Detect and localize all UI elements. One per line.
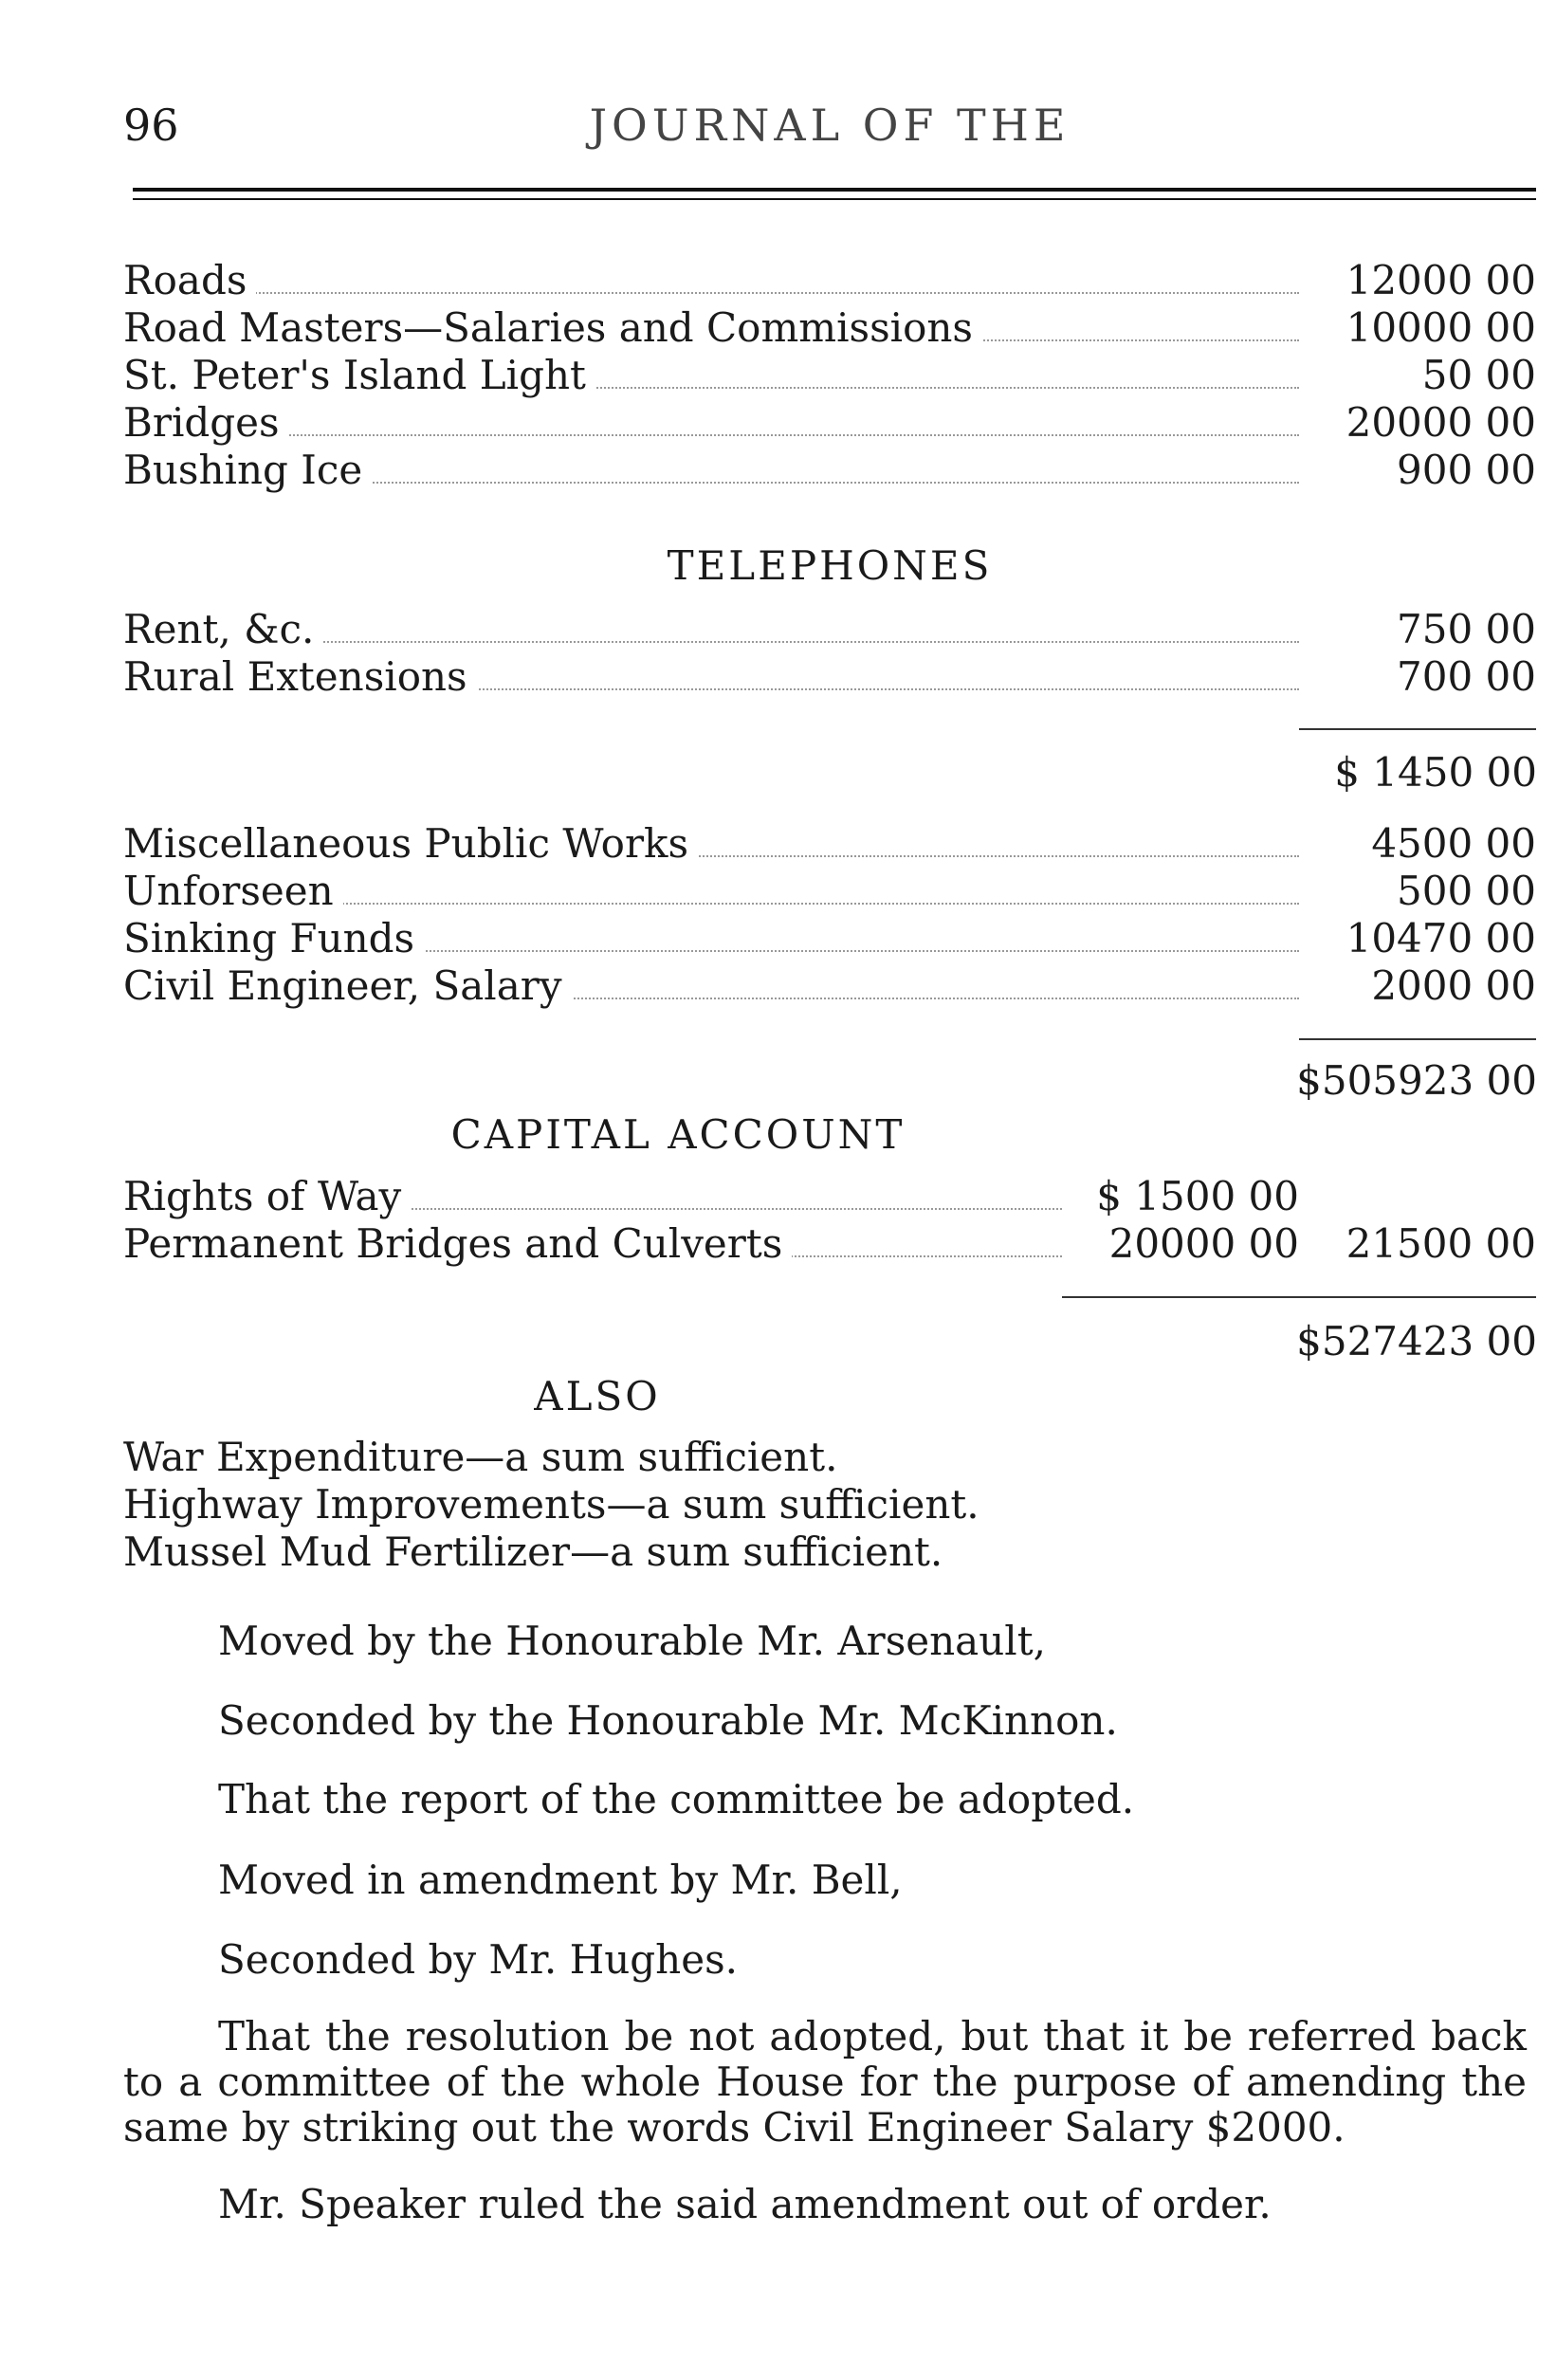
line-item-amount: 500 00 [1391,869,1536,914]
page-number: 96 [123,100,179,151]
line-item-label: Unforseen [123,869,343,914]
page-header [123,90,1536,156]
line-item-label: Rent, &c. [123,607,323,652]
also-line: War Expenditure—a sum sufficient. [123,1434,838,1480]
line-item [123,1174,1536,1219]
motion-line: Moved in amendment by Mr. Bell, [218,1857,903,1903]
line-item [123,607,1536,652]
line-item-label: Permanent Bridges and Culverts [123,1221,792,1267]
also-line: Mussel Mud Fertilizer—a sum sufficient. [123,1529,943,1575]
section-heading-capital: CAPITAL ACCOUNT [450,1111,906,1158]
line-item-amount: 2000 00 [1365,963,1536,1009]
section-heading-telephones: TELEPHONES [667,542,993,589]
header-rule [133,188,1536,192]
misc-total: $505923 00 [1296,1057,1537,1104]
running-title: JOURNAL OF THE [589,100,1071,151]
line-item-amount: 12000 00 [1341,258,1536,303]
section-heading-also: ALSO [534,1373,661,1419]
motion-line: That the report of the committee be adopted. [218,1776,1135,1822]
grand-total: $527423 00 [1296,1318,1537,1364]
line-item-amount: 10000 00 [1341,305,1536,351]
line-item-amount: 20000 00 [1108,1220,1299,1267]
line-item [123,400,1536,446]
sum-rule [1299,728,1536,730]
speaker-ruling: Mr. Speaker ruled the said amendment out of order. [218,2181,1272,2227]
line-item-label: Rights of Way [123,1174,411,1219]
sum-rule [1062,1296,1536,1298]
motion-line: Seconded by Mr. Hughes. [218,1936,738,1983]
line-item-label: Civil Engineer, Salary [123,963,572,1009]
line-item-label: Bridges [123,400,289,446]
line-item-label: Bushing Ice [123,448,372,493]
dot-leader [123,434,1299,436]
line-item-label: Roads [123,258,256,303]
line-item-label: Sinking Funds [123,916,424,961]
line-item [123,654,1536,700]
line-item-label: Road Masters—Salaries and Commissions [123,305,982,351]
line-item [123,1221,1536,1267]
line-item-amount: 750 00 [1391,607,1536,652]
line-item [123,963,1536,1009]
line-item-amount: 10470 00 [1341,916,1536,961]
line-item [123,353,1536,398]
line-item [123,916,1536,961]
line-item [123,448,1536,493]
line-item-amount: 20000 00 [1341,400,1536,446]
line-item [123,869,1536,914]
line-item-amount: 700 00 [1391,654,1536,700]
telephones-total: $ 1450 00 [1334,749,1537,796]
line-item-amount: 900 00 [1391,448,1536,493]
line-item [123,305,1536,351]
line-item-amount: 50 00 [1417,353,1536,398]
line-item-label: Rural Extensions [123,654,477,700]
header-rule-thin [133,198,1536,200]
dot-leader [123,292,1299,294]
also-line: Highway Improvements—a sum sufficient. [123,1481,979,1528]
line-item-amount: 4500 00 [1365,821,1536,867]
motion-line: Moved by the Honourable Mr. Arsenault, [218,1618,1046,1664]
line-item-amount: $ 1500 00 [1096,1173,1299,1219]
motion-line: Seconded by the Honourable Mr. McKinnon. [218,1697,1118,1744]
line-item [123,258,1536,303]
line-item-label: St. Peter's Island Light [123,353,595,398]
line-item-label: Miscellaneous Public Works [123,821,698,867]
line-item [123,821,1536,867]
line-item-total: 21500 00 [1345,1220,1536,1267]
sum-rule [1299,1038,1536,1040]
resolution-paragraph: That the resolution be not adopted, but that it be referred back to a committee of the whole House for the purpose of amending the same by striking out the words Civil Engineer Salary $2000. [123,2013,1527,2151]
